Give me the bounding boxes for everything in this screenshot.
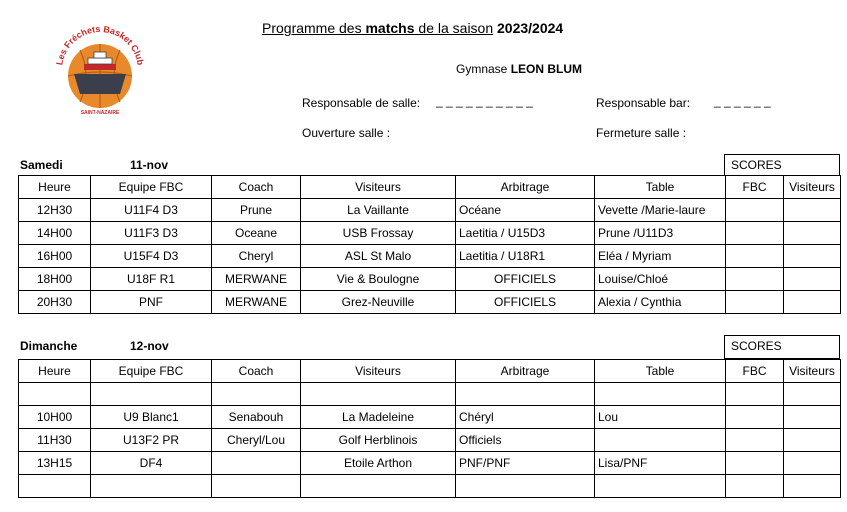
cell-equipe: U9 Blanc1 [91,406,212,429]
cell-arbitrage: PNF/PNF [456,452,595,475]
cell-score-visiteurs[interactable] [784,199,841,222]
cell-visiteurs: Grez-Neuville [301,291,456,314]
cell-visiteurs: Vie & Boulogne [301,268,456,291]
cell-equipe: U13F2 PR [91,429,212,452]
cell-arbitrage [456,383,595,406]
cell-visiteurs: Golf Herblinois [301,429,456,452]
column-header-arbitrage: Arbitrage [456,176,595,199]
cell-coach: Cheryl [212,245,301,268]
cell-score-visiteurs[interactable] [784,291,841,314]
svg-text:SAINT-NAZAIRE: SAINT-NAZAIRE [80,110,120,116]
cell-table: Eléa / Myriam [595,245,726,268]
cell-heure: 10H00 [19,406,91,429]
cell-score-fbc[interactable] [726,222,784,245]
cell-coach: Prune [212,199,301,222]
column-header-heure: Heure [19,360,91,383]
cell-score-fbc[interactable] [726,291,784,314]
saturday-day: Samedi [20,158,63,172]
cell-equipe [91,475,212,498]
cell-visiteurs: ASL St Malo [301,245,456,268]
cell-score-fbc[interactable] [726,245,784,268]
cell-score-visiteurs[interactable] [784,452,841,475]
cell-heure: 18H00 [19,268,91,291]
cell-score-fbc[interactable] [726,383,784,406]
cell-table: Louise/Chloé [595,268,726,291]
resp-bar-label: Responsable bar: [596,96,691,110]
column-header-score-visiteurs: Visiteurs [784,176,841,199]
column-header-table: Table [595,176,726,199]
cell-equipe: PNF [91,291,212,314]
cell-visiteurs: La Madeleine [301,406,456,429]
cell-heure: 16H00 [19,245,91,268]
cell-equipe [91,383,212,406]
saturday-scores-header: SCORES [724,154,840,176]
column-header-equipe: Equipe FBC [91,176,212,199]
column-header-score-visiteurs: Visiteurs [784,360,841,383]
cell-coach [212,383,301,406]
ouverture-label: Ouverture salle : [302,126,391,140]
page-title: Programme des matchs de la saison 2023/2024 [262,20,564,36]
cell-table [595,429,726,452]
saturday-date: 11-nov [130,158,169,172]
cell-score-visiteurs[interactable] [784,429,841,452]
cell-score-visiteurs[interactable] [784,268,841,291]
cell-visiteurs [301,475,456,498]
cell-heure: 14H00 [19,222,91,245]
saturday-table [18,175,841,314]
cell-score-visiteurs[interactable] [784,475,841,498]
cell-equipe: U18F R1 [91,268,212,291]
cell-arbitrage [456,475,595,498]
cell-score-fbc[interactable] [726,268,784,291]
cell-coach: MERWANE [212,268,301,291]
cell-score-fbc[interactable] [726,452,784,475]
club-logo [50,18,150,118]
cell-heure: 20H30 [19,291,91,314]
table-row [19,199,841,222]
column-header-visiteurs: Visiteurs [301,176,456,199]
cell-coach: Senabouh [212,406,301,429]
sunday-date: 12-nov [130,339,169,353]
cell-score-visiteurs[interactable] [784,383,841,406]
table-row [19,268,841,291]
resp-salle-label: Responsable de salle: [302,96,421,110]
cell-arbitrage: Laetitia / U18R1 [456,245,595,268]
cell-heure: 13H15 [19,452,91,475]
cell-score-fbc[interactable] [726,429,784,452]
table-row [19,291,841,314]
table-row [19,452,841,475]
cell-table: Lisa/PNF [595,452,726,475]
cell-table: Lou [595,406,726,429]
table-header-row [19,176,841,199]
cell-score-fbc[interactable] [726,199,784,222]
cell-arbitrage: Officiels [456,429,595,452]
cell-heure [19,383,91,406]
cell-arbitrage: Chéryl [456,406,595,429]
cell-visiteurs: La Vaillante [301,199,456,222]
cell-arbitrage: OFFICIELS [456,268,595,291]
fermeture-label: Fermeture salle : [596,126,687,140]
cell-equipe: U11F4 D3 [91,199,212,222]
column-header-score-fbc: FBC [726,176,784,199]
cell-coach [212,452,301,475]
cell-table: Vevette /Marie-laure [595,199,726,222]
cell-score-fbc[interactable] [726,475,784,498]
cell-score-fbc[interactable] [726,406,784,429]
cell-score-visiteurs[interactable] [784,222,841,245]
cell-arbitrage: Laetitia / U15D3 [456,222,595,245]
table-row [19,475,841,498]
cell-visiteurs: USB Frossay [301,222,456,245]
cell-table [595,475,726,498]
table-row [19,406,841,429]
column-header-coach: Coach [212,176,301,199]
cell-score-visiteurs[interactable] [784,245,841,268]
cell-visiteurs: Etoile Arthon [301,452,456,475]
cell-score-visiteurs[interactable] [784,406,841,429]
cell-arbitrage: OFFICIELS [456,291,595,314]
cell-coach: Oceane [212,222,301,245]
column-header-heure: Heure [19,176,91,199]
table-header-row [19,360,841,383]
cell-arbitrage: Océane [456,199,595,222]
column-header-table: Table [595,360,726,383]
table-row [19,245,841,268]
cell-heure: 11H30 [19,429,91,452]
cell-coach: Cheryl/Lou [212,429,301,452]
cell-coach [212,475,301,498]
column-header-score-fbc: FBC [726,360,784,383]
table-row [19,429,841,452]
resp-salle-field[interactable]: _ _ _ _ _ _ _ _ _ _ [436,94,533,108]
table-row [19,383,841,406]
cell-equipe: U15F4 D3 [91,245,212,268]
cell-equipe: DF4 [91,452,212,475]
table-row [19,222,841,245]
cell-table: Prune /U11D3 [595,222,726,245]
sunday-scores-header: SCORES [724,335,840,359]
cell-heure: 12H30 [19,199,91,222]
resp-bar-field[interactable]: _ _ _ _ _ _ [714,94,771,108]
column-header-visiteurs: Visiteurs [301,360,456,383]
cell-heure [19,475,91,498]
cell-equipe: U11F3 D3 [91,222,212,245]
gym-name: Gymnase LEON BLUM [456,62,583,76]
cell-visiteurs [301,383,456,406]
cell-table [595,383,726,406]
sunday-day: Dimanche [20,339,78,353]
cell-table: Alexia / Cynthia [595,291,726,314]
svg-text:Les Fréchets Basket Club: Les Fréchets Basket Club [54,23,146,66]
column-header-equipe: Equipe FBC [91,360,212,383]
sunday-table [18,359,841,498]
cell-coach: MERWANE [212,291,301,314]
column-header-coach: Coach [212,360,301,383]
column-header-arbitrage: Arbitrage [456,360,595,383]
